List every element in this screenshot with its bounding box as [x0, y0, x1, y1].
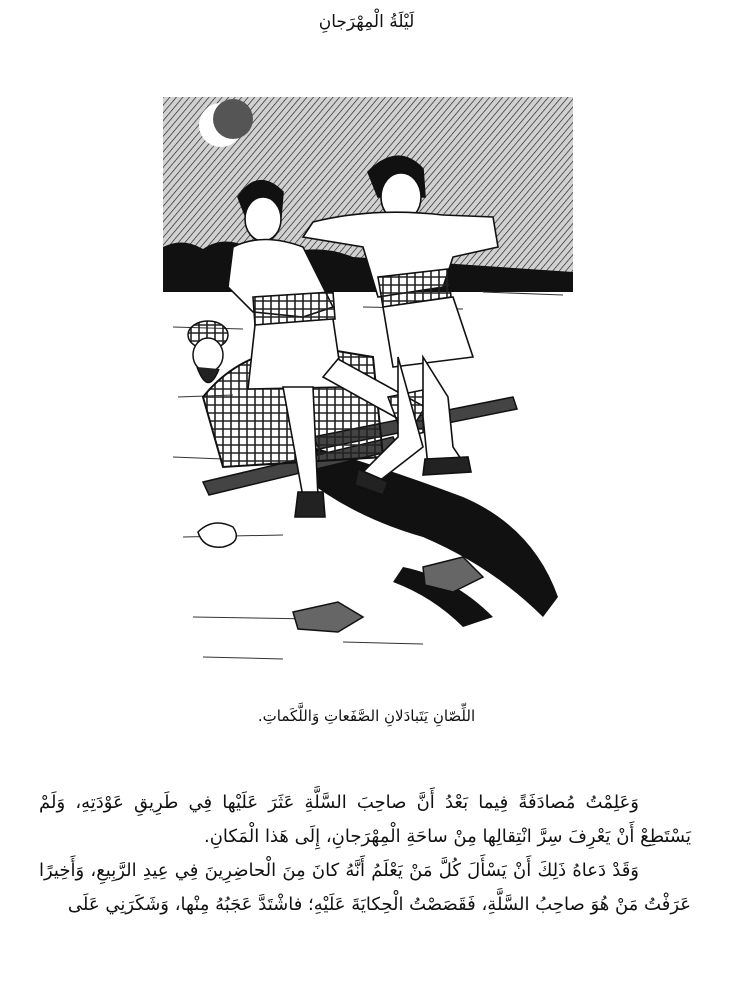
paragraph-2: وَقَدْ دَعاهُ ذَلِكَ أَنْ يَسْأَلَ كُلَّ مَنْ يَعْلَمُ أَنَّهُ كانَ مِنَ الْحاضِرِينَ فِي عِيدِ الرَّبِيعِ، وَأَخِيرًا عَرَفْتُ مَنْ هُوَ صاحِبُ السَّلَّةِ، فَقَصَصْتُ الْحِكايَةَ عَلَيْهِ؛ فاشْتَدَّ عَجَبُهُ مِنْها، وَشَكَرَنِي عَلَى: [39, 860, 691, 915]
page-title: لَيْلَةُ الْمِهْرَجانِ: [318, 12, 415, 32]
paragraph-1: وَعَلِمْتُ مُصادَفَةً فِيما بَعْدُ أَنَّ صاحِبَ السَّلَّةِ عَثَرَ عَلَيْها فِي طَرِيقِ عَوْدَتِهِ، وَلَمْ يَسْتَطِعْ أَنْ يَعْرِفَ سِرَّ انْتِقالِها مِنْ ساحَةِ الْمِهْرَجانِ، إِلَى هَذا الْمَكانِ.: [39, 792, 691, 847]
illustration-caption: اللِّصّانِ يَتَبادَلانِ الصَّفَعاتِ وَاللَّكَماتِ.: [257, 707, 476, 725]
illustration-thieves-fighting: [163, 97, 573, 682]
body-text: [39, 786, 691, 922]
